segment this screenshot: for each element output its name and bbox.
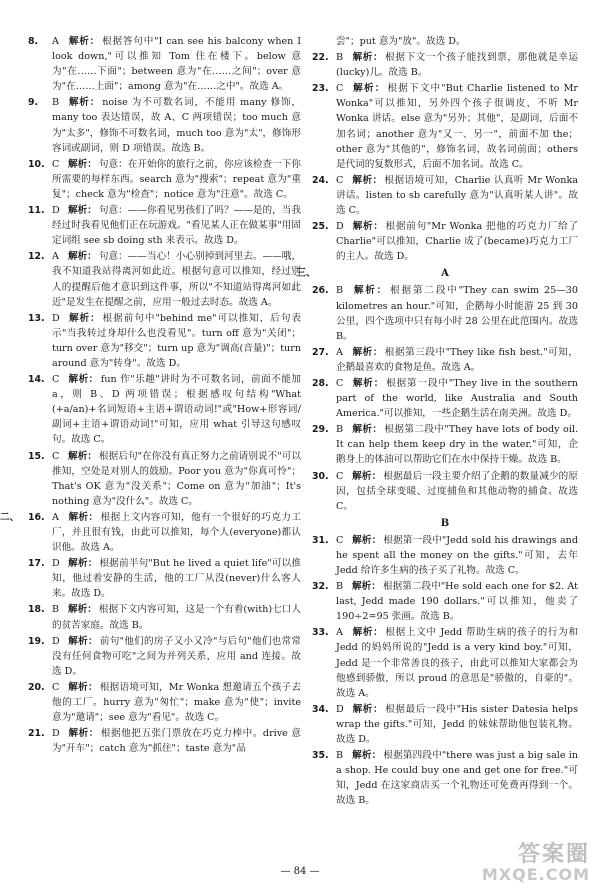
answer-letter: D bbox=[336, 703, 344, 715]
passage-letter: B bbox=[440, 517, 450, 529]
question-number: 17. bbox=[28, 558, 45, 570]
explanation-text: 根据第四段中"there was just a big sale in a shop. He could buy one and get one for free."可知，Jedd 在这家商店买一个礼物还可免费再得到一个。故选 B。 bbox=[336, 750, 578, 807]
answer-letter: B bbox=[52, 97, 60, 109]
explanation-text: 根据最后一段主要介绍了企鹅的数量减少的原因，包括全球变暖、过度捕鱼和其他动物的捕食。故选 C。 bbox=[336, 470, 579, 512]
answer-entry bbox=[312, 533, 578, 578]
answer-entry bbox=[312, 469, 578, 514]
question-number: 29. bbox=[312, 424, 329, 436]
answer-entry bbox=[28, 249, 301, 309]
question-number: 12. bbox=[28, 251, 45, 263]
explanation-label: 解析： bbox=[352, 627, 384, 639]
explanation-text: fun 作"乐趣"讲时为不可数名词，前面不能加 a，则 B、D 两项错误；根据感叹句结构"What (+a/an)+名词短语+主语+谓语动词!"或"How+形容词/副词+主语+谓语动词!"可知，应用 what 引导这句感叹句。故选 C。 bbox=[52, 374, 302, 446]
answer-letter: A bbox=[52, 511, 59, 523]
explanation-label: 解析： bbox=[352, 174, 383, 186]
answer-entry bbox=[28, 372, 301, 447]
answer-entry bbox=[0, 510, 302, 555]
question-number: 30. bbox=[312, 470, 329, 482]
explanation-text: 根据后句"在你没有真正努力之前请别说不"可以推知，空处是对别人的鼓励。Poor you 意为"你真可怜"；That's OK 意为"没关系"；Come on 意为"加油"；It's nothing 意为"没什么"。故选 C。 bbox=[52, 450, 302, 507]
answer-letter: D bbox=[52, 728, 60, 740]
explanation-text: 根据语境可知，Charlie 认真听 Mr Wonka 讲话。listen to sb carefully 意为"认真听某人讲"。故选 C。 bbox=[336, 174, 579, 217]
question-number: 31. bbox=[312, 534, 329, 546]
explanation-label: 解析： bbox=[352, 581, 381, 593]
explanation-label: 解析： bbox=[68, 558, 98, 570]
explanation-text: 根据他把五张门票放在巧克力棒中。drive 意为"开车"；catch 意为"抓住"；taste 意为"品 bbox=[52, 728, 302, 755]
answer-entry bbox=[312, 283, 578, 343]
answer-entry bbox=[28, 556, 301, 601]
explanation-text: 根据答句中"I can see his balcony when I look down,"可以推知 Tom 住在楼下。below 意为"在……下面"；between 意为"在……之间"；over 意为"在……上面"；among 意为"在……之中"。故选 A。 bbox=[52, 36, 302, 93]
explanation-label: 解析： bbox=[352, 703, 384, 715]
answer-entry bbox=[312, 625, 578, 700]
explanation-text: 句意：在开始你的旅行之前，你应该检查一下你所需要的每样东西。search 意为"搜索"；repeat 意为"重复"；check 意为"检查"；notice 意为"注意"。故选 C。 bbox=[52, 158, 301, 200]
explanation-label: 解析： bbox=[68, 312, 101, 324]
explanation-label: 解析： bbox=[68, 251, 97, 263]
answer-letter: D bbox=[52, 635, 60, 647]
explanation-label: 解析： bbox=[68, 374, 99, 386]
passage-heading bbox=[312, 516, 578, 531]
answer-entry-continued bbox=[312, 34, 578, 49]
answer-entry bbox=[28, 203, 301, 248]
question-number: 20. bbox=[28, 681, 45, 693]
explanation-text: 根据最后一段中"His sister Datesia helps wrap the gifts."可知，Jedd 的妹妹帮助他包装礼物。故选 D。 bbox=[336, 703, 578, 746]
answer-letter: C bbox=[52, 374, 60, 386]
explanation-label: 解析： bbox=[68, 205, 97, 217]
explanation-text: 根据上文内容可知，他有一个很好的巧克力工厂，并且很有钱，由此可以推知，每个人(everyone)都认识他。故选 A。 bbox=[52, 511, 302, 554]
explanation-text: 根据第二段中"They have lots of body oil. It can help them keep dry in the water."可知，企鹅身上的体油可以帮助它们在水中保持干燥。故选 B。 bbox=[336, 424, 579, 466]
answer-letter: C bbox=[52, 450, 60, 462]
explanation-text: 根据语境可知，Mr Wonka 想邀请五个孩子去他的工厂。hurry 意为"匆忙"；make 意为"使"；invite 意为"邀请"；see 意为"看见"。故选 C。 bbox=[52, 681, 301, 724]
explanation-label: 解析： bbox=[352, 346, 383, 358]
left-column bbox=[0, 34, 302, 757]
question-number: 32. bbox=[312, 581, 329, 593]
answer-letter: A bbox=[52, 36, 59, 47]
section-marker: 三、 bbox=[296, 268, 316, 280]
explanation-label: 解析： bbox=[352, 424, 383, 436]
answer-letter: B bbox=[336, 750, 344, 762]
answer-entry bbox=[312, 81, 578, 172]
section-marker: 二、 bbox=[0, 511, 20, 523]
page-number: — 84 — bbox=[280, 866, 320, 877]
answer-entry bbox=[28, 726, 301, 756]
explanation-label: 解析： bbox=[352, 52, 384, 64]
answer-entry bbox=[312, 376, 578, 421]
answer-letter: D bbox=[336, 221, 344, 233]
answer-entry bbox=[312, 345, 578, 375]
explanation-text: 根据前句中"behind me"可以推知，后句表示"当我转过身却什么也没看见"。turn off 意为"关闭"；turn over 意为"移交"；turn up 意为"调高(音量)"；turn around 意为"转身"。故选 D。 bbox=[52, 312, 302, 369]
answer-entry bbox=[312, 422, 578, 467]
answer-letter: C bbox=[52, 681, 60, 693]
question-number: 21. bbox=[28, 728, 45, 740]
answer-entry bbox=[312, 748, 578, 808]
explanation-text: 尝"；put 意为"放"。故选 D。 bbox=[336, 36, 466, 47]
question-number: 19. bbox=[28, 635, 45, 647]
answer-letter: A bbox=[336, 346, 343, 358]
question-number: 13. bbox=[28, 312, 45, 324]
explanation-label: 解析： bbox=[352, 750, 382, 762]
question-number: 25. bbox=[312, 221, 329, 233]
explanation-label: 解析： bbox=[68, 450, 98, 462]
answer-entry bbox=[28, 95, 301, 155]
explanation-label: 解析： bbox=[68, 97, 101, 109]
explanation-label: 解析： bbox=[68, 158, 97, 170]
question-number: 10. bbox=[28, 158, 45, 170]
answer-letter: B bbox=[336, 581, 344, 593]
answer-letter: B bbox=[336, 52, 344, 64]
answer-letter: C bbox=[336, 470, 344, 482]
answer-entry bbox=[28, 680, 301, 725]
answer-entry bbox=[312, 50, 578, 80]
question-number: 33. bbox=[312, 627, 329, 639]
answer-letter: C bbox=[336, 377, 344, 389]
question-number: 9. bbox=[28, 97, 39, 109]
explanation-text: 根据第二段中"They can swim 25—30 kilometres an hour."可知，企鹅每小时能游 25 到 30 公里，四个选项中只有每小时 28 公里在此范围内。故选 B。 bbox=[336, 285, 579, 342]
watermark-top-text: 答案圈 bbox=[517, 842, 590, 867]
answer-letter: B bbox=[336, 285, 344, 297]
explanation-label: 解析： bbox=[352, 83, 386, 95]
question-number: 15. bbox=[28, 450, 45, 462]
answer-letter: C bbox=[52, 158, 60, 170]
question-number: 34. bbox=[312, 703, 329, 715]
watermark-bottom-text: MXQE.COM bbox=[481, 865, 590, 884]
answer-entry bbox=[312, 219, 578, 264]
answer-entry bbox=[28, 157, 301, 202]
answer-letter: A bbox=[52, 251, 59, 263]
answer-letter: D bbox=[52, 558, 60, 570]
question-number: 27. bbox=[312, 346, 329, 358]
explanation-text: noise 为不可数名词，不能用 many 修饰，many too 表达错误，故 A、C 两项错误；too much 意为"太多"，修饰不可数名词，much too 意为"太"，修饰形容词或副词，则 D 项错误。故选 B。 bbox=[52, 97, 301, 154]
explanation-text: 句意：——你看见男孩们了吗？——是的，当我经过时我看见他们正在玩游戏。"看见某人正在做某事"用固定词组 see sb doing sth 来表示。故选 D。 bbox=[52, 205, 302, 247]
answer-letter: C bbox=[336, 534, 344, 546]
explanation-label: 解析： bbox=[68, 604, 97, 616]
answer-entry bbox=[28, 34, 301, 94]
explanation-text: 根据第二段中"He sold each one for $2. At last, Jedd made 190 dollars."可以推知，他卖了 190÷2=95 张画。故选 B。 bbox=[336, 581, 578, 623]
question-number: 26. bbox=[312, 285, 329, 297]
explanation-text: 根据第三段中"They like fish best."可知，企鹅最喜欢的食物是鱼。故选 A。 bbox=[336, 346, 578, 373]
answer-entry bbox=[312, 702, 578, 747]
explanation-label: 解析： bbox=[68, 681, 98, 693]
question-number: 24. bbox=[312, 174, 329, 186]
answer-entry bbox=[312, 579, 578, 624]
explanation-label: 解析： bbox=[68, 635, 98, 647]
explanation-label: 解析： bbox=[68, 728, 99, 740]
answer-letter: D bbox=[52, 205, 60, 217]
explanation-text: 根据下文内容可知，这是一个有着(with)七口人的贫苦家庭。故选 B。 bbox=[52, 604, 301, 631]
explanation-label: 解析： bbox=[352, 285, 389, 297]
explanation-label: 解析： bbox=[352, 377, 385, 389]
explanation-label: 解析： bbox=[68, 511, 99, 523]
question-number: 23. bbox=[312, 83, 329, 95]
passage-heading bbox=[296, 266, 578, 281]
question-number: 22. bbox=[312, 52, 329, 64]
explanation-text: 根据下文中"But Charlie listened to Mr Wonka"可以推知，另外四个孩子很调皮，不听 Mr Wonka 讲话。else 意为"另外；其他"，是副词，后面不加名词；another 意为"又一、另一"，前面不加 the；other 意为"其他的"，修饰名词，故名词前面；others 是代词的复数形式，后面不加名词。故选 C。 bbox=[336, 83, 578, 170]
explanation-text: 前句"他们的房子又小又冷"与后句"他们也常常没有任何食物可吃"之间为并列关系，应用 and 连接。故选 D。 bbox=[52, 635, 301, 677]
answer-entry bbox=[28, 449, 301, 509]
explanation-label: 解析： bbox=[352, 221, 384, 233]
explanation-text: 根据第一段中"They live in the southern part of the world, like Australia and South America."可以推知，一些企鹅生活在南美洲。故选 D。 bbox=[336, 377, 578, 420]
explanation-label: 解析： bbox=[352, 470, 382, 482]
explanation-text: 根据上文中 Jedd 帮助生病的孩子的行为和 Jedd 的妈妈所说的"Jedd is a very kind boy."可知，Jedd 是一个非常善良的孩子，由此可以推知大家都会为他感到骄傲，所以 proud 的意思是"骄傲的，自豪的"。故选 A。 bbox=[336, 627, 579, 699]
explanation-label: 解析： bbox=[68, 36, 101, 47]
answer-letter: B bbox=[336, 424, 344, 436]
passage-letter: A bbox=[441, 268, 449, 280]
answer-letter: A bbox=[336, 627, 343, 639]
watermark-logo bbox=[472, 837, 592, 887]
explanation-text: 根据前半句"But he lived a quiet life"可以推知，他过着安静的生活，他的工厂从没(never)什么客人来。故选 D。 bbox=[52, 558, 302, 600]
answer-entry bbox=[28, 634, 301, 679]
answer-entry bbox=[28, 602, 301, 632]
question-number: 8. bbox=[28, 36, 39, 47]
answer-letter: B bbox=[52, 604, 60, 616]
explanation-text: 根据第一段中"Jedd sold his drawings and he spent all the money on the gifts."可知，去年 Jedd 给许多生病的孩子买了礼物。故选 C。 bbox=[336, 534, 579, 576]
answer-entry bbox=[28, 311, 301, 371]
explanation-text: 根据下文一个孩子能找到票，那他就是幸运(lucky)儿。故选 B。 bbox=[336, 52, 579, 79]
right-column bbox=[296, 34, 579, 810]
explanation-text: 根据前句"Mr Wonka 把他的巧克力厂给了 Charlie"可以推知，Charlie 成了(became)巧克力工厂的主人。故选 D。 bbox=[336, 221, 579, 263]
explanation-label: 解析： bbox=[352, 534, 382, 546]
answer-letter: C bbox=[336, 83, 344, 95]
question-number: 14. bbox=[28, 374, 45, 386]
question-number: 16. bbox=[28, 511, 45, 523]
answer-letter: D bbox=[52, 312, 60, 324]
answer-letter: C bbox=[336, 174, 344, 186]
question-number: 11. bbox=[28, 205, 45, 217]
question-number: 18. bbox=[28, 604, 45, 616]
question-number: 28. bbox=[312, 377, 329, 389]
question-number: 35. bbox=[312, 750, 329, 762]
explanation-text: 句意：——当心！小心别掉到河里去。——哦，我不知道我站得离河如此近。根据句意可以推知，经过别人的提醒后他才意识到这件事，所以"不知道站得离河如此近"是发生在提醒之前，应用一般过去时态。故选 A。 bbox=[52, 251, 302, 308]
answer-entry bbox=[312, 173, 578, 218]
